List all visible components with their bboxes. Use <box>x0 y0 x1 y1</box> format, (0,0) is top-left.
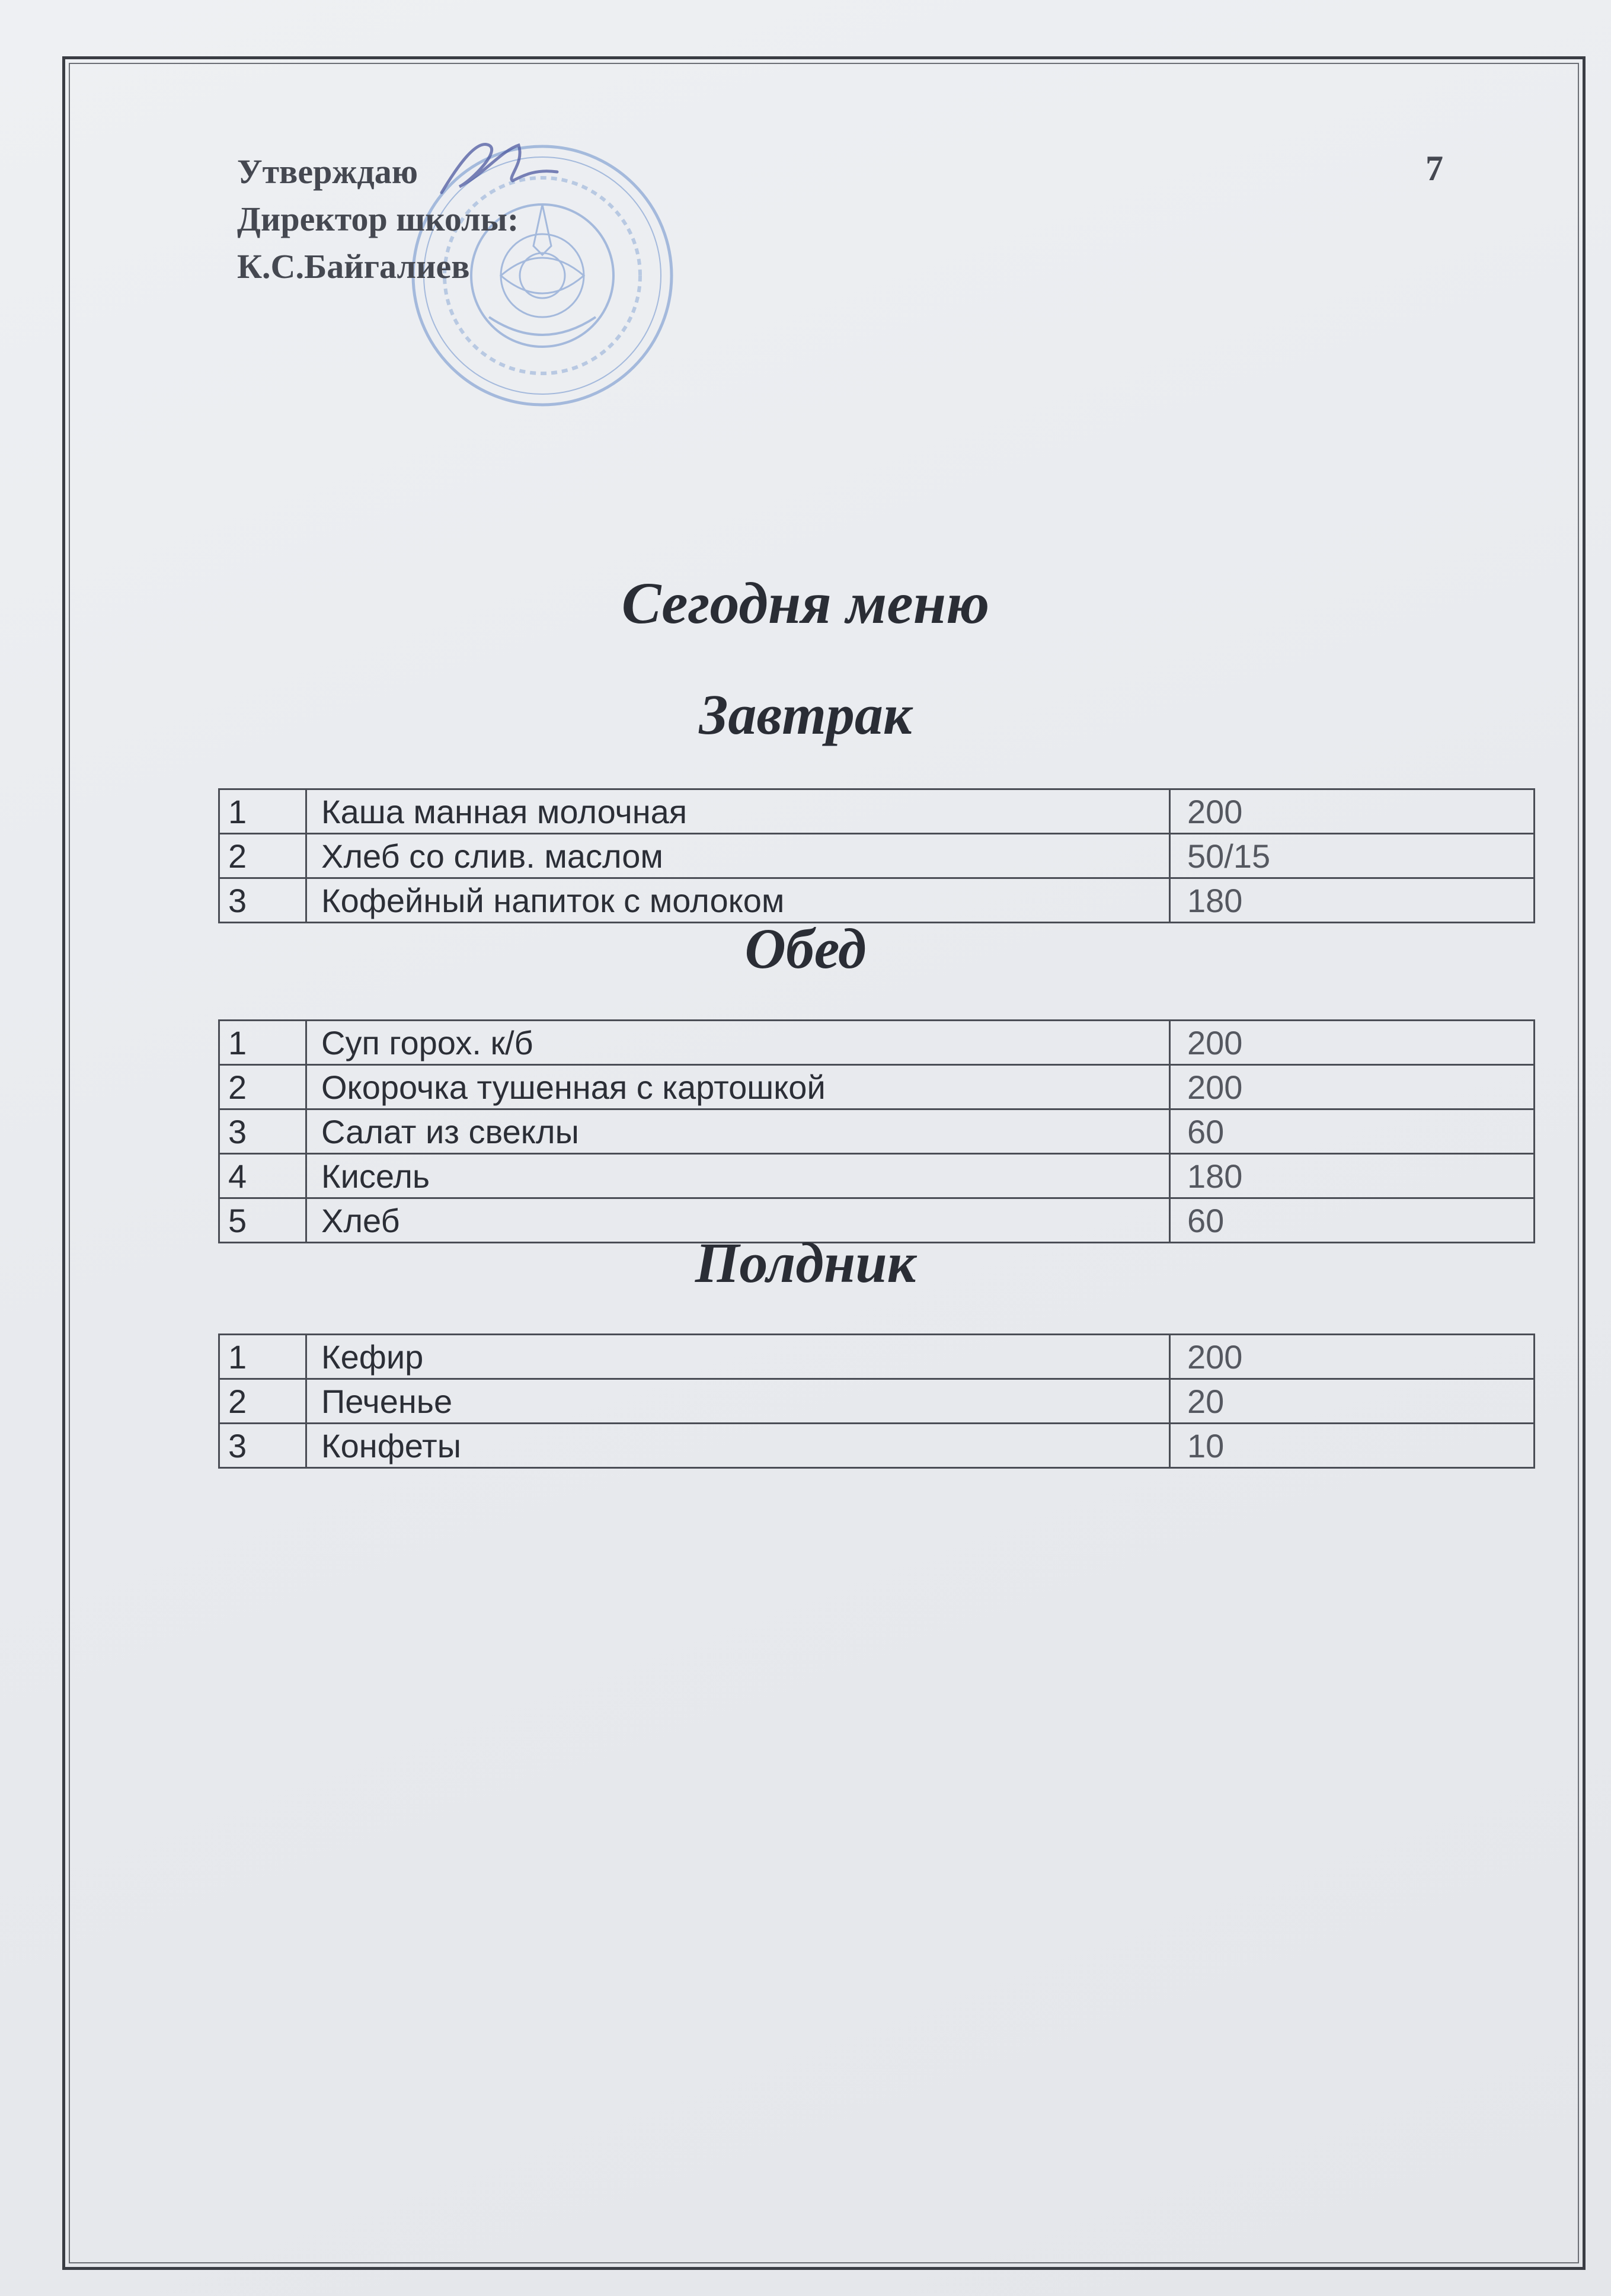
table-row <box>219 1424 1535 1468</box>
lunch-table <box>218 1019 1535 1243</box>
item-dish: Окорочка тушенная с картошкой <box>306 1065 1170 1109</box>
item-number: 2 <box>219 834 306 878</box>
section-title-breakfast: Завтрак <box>699 683 912 746</box>
table-row <box>219 1335 1535 1379</box>
item-quantity: 60 <box>1170 1109 1535 1154</box>
item-number: 1 <box>219 1021 306 1065</box>
item-quantity: 200 <box>1170 1335 1535 1379</box>
item-quantity: 180 <box>1170 1154 1535 1198</box>
item-dish: Хлеб со слив. маслом <box>306 834 1170 878</box>
approval-line-approve: Утверждаю <box>237 152 418 191</box>
item-dish: Кефир <box>306 1335 1170 1379</box>
item-number: 1 <box>219 1335 306 1379</box>
item-dish: Каша манная молочная <box>306 789 1170 834</box>
item-quantity: 200 <box>1170 1065 1535 1109</box>
item-dish: Кисель <box>306 1154 1170 1198</box>
item-dish: Суп горох. к/б <box>306 1021 1170 1065</box>
page-title: Сегодня меню <box>621 570 990 636</box>
table-row <box>219 789 1535 834</box>
item-number: 3 <box>219 878 306 923</box>
item-quantity: 60 <box>1170 1198 1535 1243</box>
item-dish: Хлеб <box>306 1198 1170 1243</box>
approval-line-position: Директор школы: <box>237 200 519 238</box>
item-quantity: 180 <box>1170 878 1535 923</box>
item-dish: Кофейный напиток с молоком <box>306 878 1170 923</box>
item-quantity: 200 <box>1170 1021 1535 1065</box>
approval-line-name: К.С.Байгалиев <box>237 247 470 286</box>
item-number: 2 <box>219 1379 306 1424</box>
table-row <box>219 834 1535 878</box>
table-row <box>219 1379 1535 1424</box>
section-title-lunch: Обед <box>744 917 867 980</box>
page-number: 7 <box>1425 149 1443 188</box>
table-row <box>219 1109 1535 1154</box>
breakfast-table <box>218 788 1535 923</box>
snack-table <box>218 1334 1535 1469</box>
item-quantity: 20 <box>1170 1379 1535 1424</box>
table-row <box>219 1154 1535 1198</box>
item-number: 3 <box>219 1424 306 1468</box>
item-dish: Салат из свеклы <box>306 1109 1170 1154</box>
item-number: 4 <box>219 1154 306 1198</box>
item-quantity: 200 <box>1170 789 1535 834</box>
approval-block <box>237 148 519 290</box>
item-dish: Печенье <box>306 1379 1170 1424</box>
section-title-snack: Полдник <box>695 1231 916 1294</box>
item-number: 5 <box>219 1198 306 1243</box>
item-dish: Конфеты <box>306 1424 1170 1468</box>
table-row <box>219 1065 1535 1109</box>
item-number: 3 <box>219 1109 306 1154</box>
item-number: 2 <box>219 1065 306 1109</box>
item-quantity: 50/15 <box>1170 834 1535 878</box>
item-quantity: 10 <box>1170 1424 1535 1468</box>
item-number: 1 <box>219 789 306 834</box>
table-row <box>219 1021 1535 1065</box>
